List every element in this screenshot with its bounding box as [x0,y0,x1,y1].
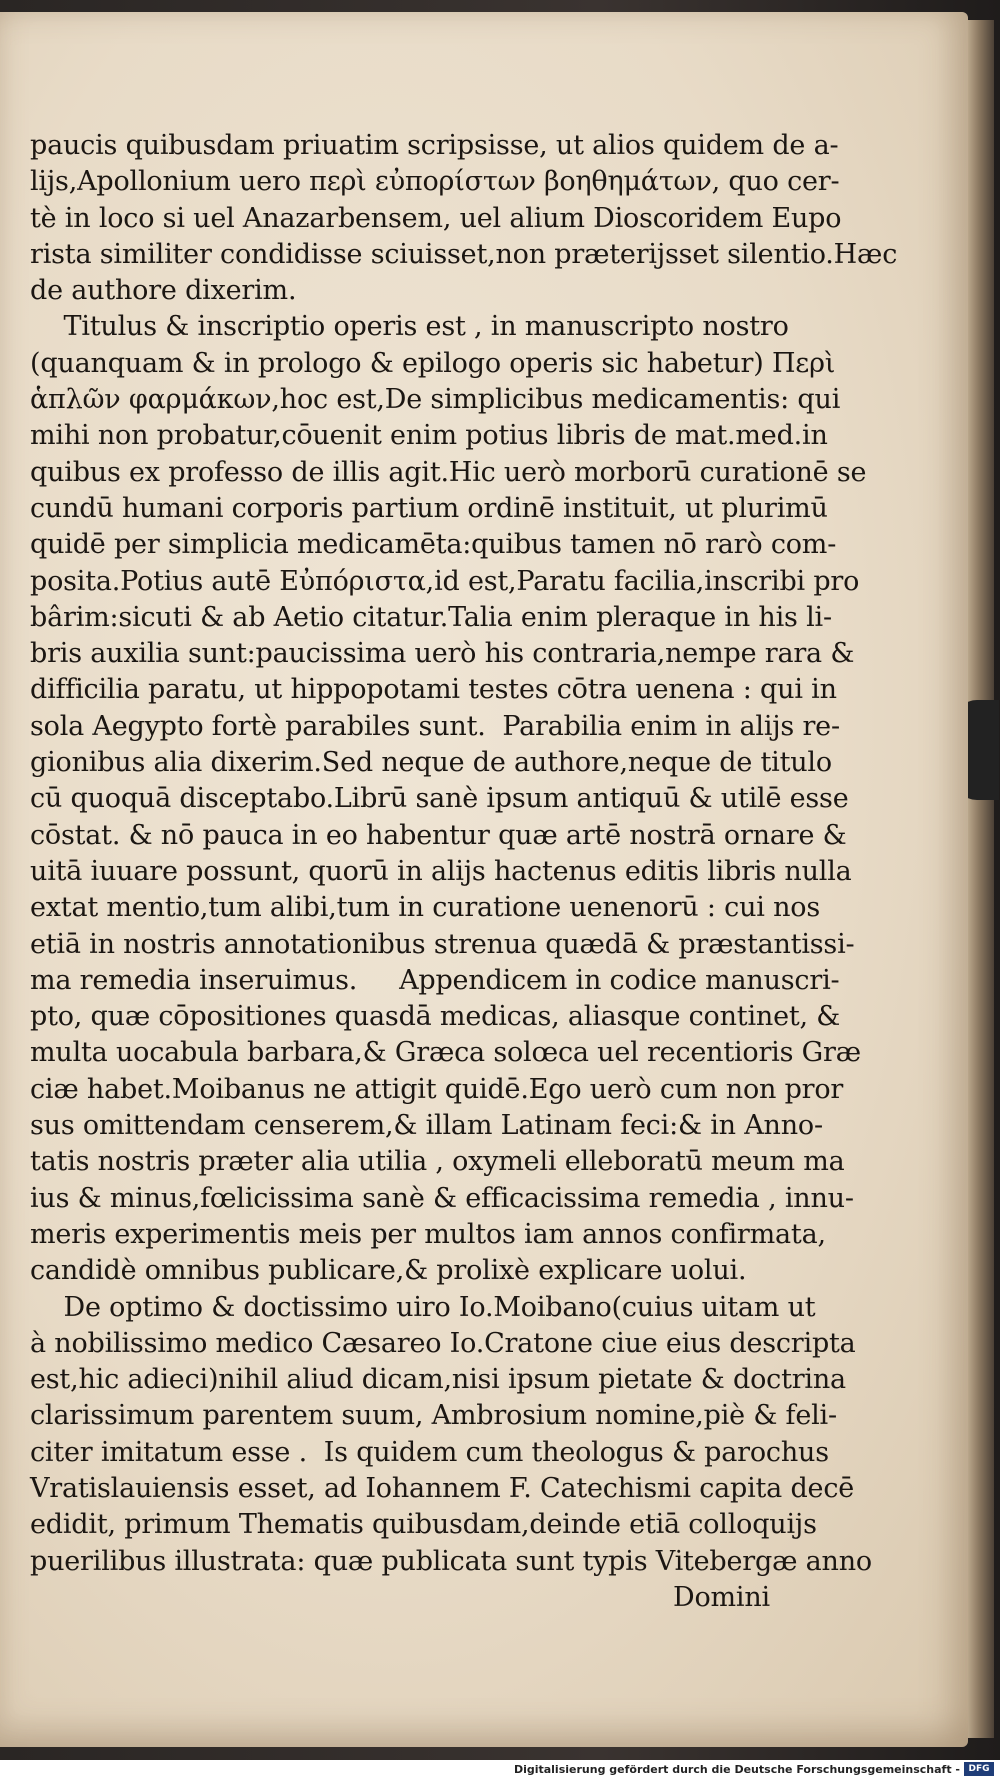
text-line: lijs,Apollonium uero περὶ εὐπορίστων βοηθημάτων, quo cer- [30,166,840,198]
text-line: cundū humani corporis partium ordinē instituit, ut plurimū [30,492,828,524]
text-line: pto, quæ cōpositiones quasdā medicas, aliasque continet, & [30,1001,841,1033]
book-page-edges [968,20,994,1738]
text-line: bris auxilia sunt:paucissima uerò his contraria,nempe rara & [30,638,855,670]
text-line: multa uocabula barbara,& Græca solœca uel recentioris Græ [30,1037,861,1069]
text-line: de authore dixerim. [30,275,297,307]
catchword: Domini [673,1581,770,1613]
text-line: clarissimum parentem suum, Ambrosium nomine,piè & feli- [30,1400,837,1432]
text-line: bârim:sicuti & ab Aetio citatur.Talia enim pleraque in his li- [30,601,832,633]
text-line: candidè omnibus publicare,& prolixè explicare uolui. [30,1255,747,1287]
page-text [30,128,898,1616]
text-line: ciæ habet.Moibanus ne attigit quidē.Ego uerò cum non pror [30,1073,844,1105]
text-line: etiā in nostris annotationibus strenua quædā & præstantissi- [30,928,855,960]
text-line: uitā iuuare possunt, quorū in alijs hactenus editis libris nulla [30,855,852,887]
text-line: quibus ex professo de illis agit.Hic uerò morborū curationē se [30,456,867,488]
text-line: est,hic adieci)nihil aliud dicam,nisi ipsum pietate & doctrina [30,1364,846,1396]
text-line: cū quoquā disceptabo.Librū sanè ipsum antiquū & utilē esse [30,783,849,815]
text-line: tatis nostris præter alia utilia , oxymeli elleboratū meum ma [30,1146,845,1178]
text-line: citer imitatum esse . Is quidem cum theologus & parochus [30,1436,829,1468]
text-line: cōstat. & nō pauca in eo habentur quæ artē nostrā ornare & [30,819,847,851]
text-line: à nobilissimo medico Cæsareo Io.Cratone ciue eius descripta [30,1327,856,1359]
text-line: rista similiter condidisse sciuisset,non præterijsset silentio.Hæc [30,238,898,270]
text-line: ma remedia inseruimus. Appendicem in codice manuscri- [30,964,840,996]
text-line: (quanquam & in prologo & epilogo operis sic habetur) Περὶ [30,347,836,379]
text-line: quidē per simplicia medicamēta:quibus tamen nō rarò com- [30,529,837,561]
text-line: extat mentio,tum alibi,tum in curatione uenenorū : cui nos [30,892,820,924]
text-line: De optimo & doctissimo uiro Io.Moibano(cuius uitam ut [30,1291,816,1323]
text-line: ἁπλῶν φαρμάκων,hoc est,De simplicibus medicamentis: qui [30,384,841,416]
text-line: ius & minus,fœlicissima sanè & efficacissima remedia , innu- [30,1182,854,1214]
text-line: sola Aegypto fortè parabiles sunt. Parabilia enim in alijs re- [30,710,840,742]
funding-note: Digitalisierung gefördert durch die Deutsche Forschungsgemeinschaft - [513,1763,960,1776]
text-line: Titulus & inscriptio operis est , in manuscripto nostro [30,311,789,343]
text-line: difficilia paratu, ut hippopotami testes cōtra uenena : qui in [30,674,837,706]
text-line: Vratislauiensis esset, ad Iohannem F. Catechismi capita decē [30,1472,855,1504]
text-line: mihi non probatur,cōuenit enim potius libris de mat.med.in [30,420,828,452]
text-line: paucis quibusdam priuatim scripsisse, ut alios quidem de a- [30,130,839,161]
text-line: posita.Potius autē Εὐπόριστα,id est,Paratu facilia,inscribi pro [30,565,860,597]
text-line: tè in loco si uel Anazarbensem, uel alium Dioscoridem Eupo [30,202,842,234]
text-line: meris experimentis meis per multos iam annos confirmata, [30,1218,826,1250]
dfg-logo: DFG [964,1762,994,1776]
text-line: sus omittendam censerem,& illam Latinam feci:& in Anno- [30,1110,823,1142]
text-line: gionibus alia dixerim.Sed neque de authore,neque de titulo [30,747,832,779]
text-line: puerilibus illustrata: quæ publicata sunt typis Vitebergæ anno [30,1545,872,1577]
text-line: edidit, primum Thematis quibusdam,deinde etiā colloquijs [30,1509,817,1541]
